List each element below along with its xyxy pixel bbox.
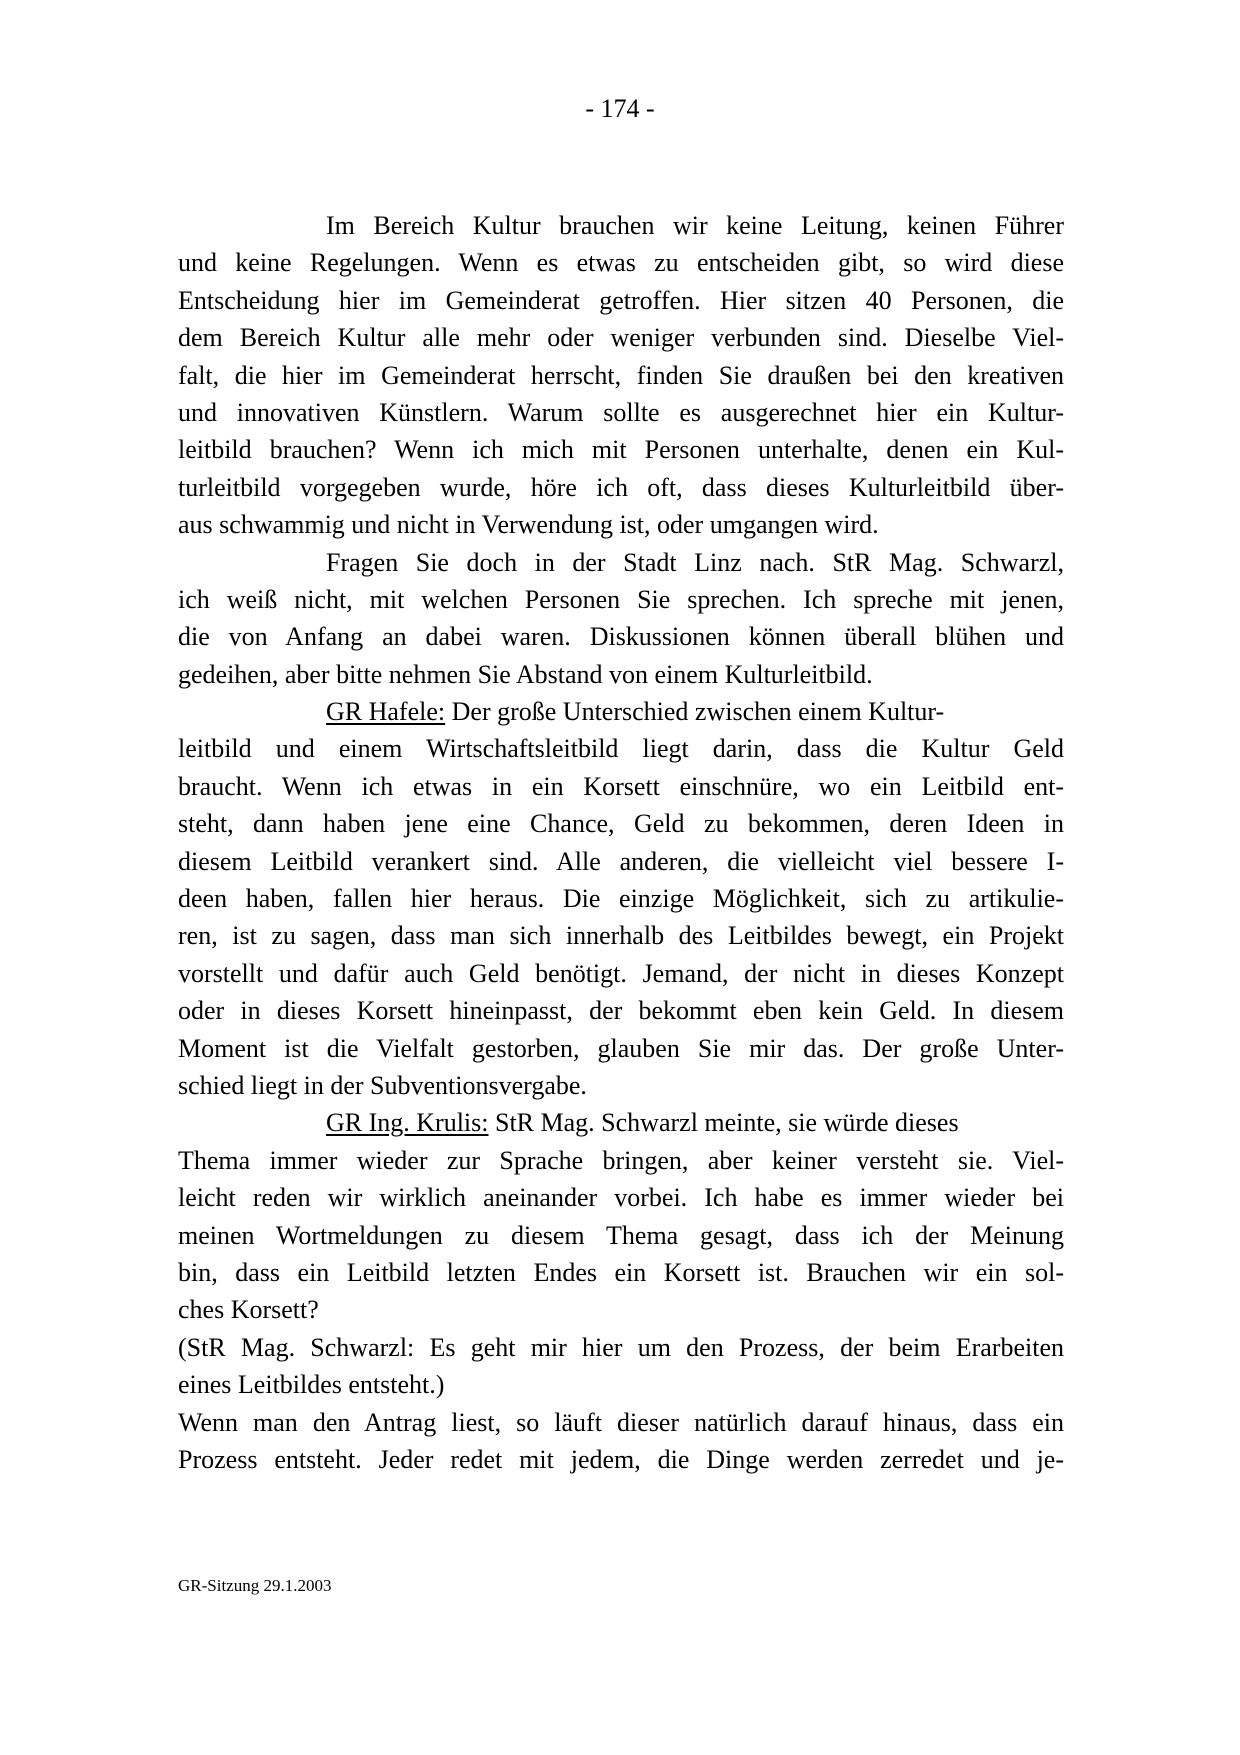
speaker-line-hafele [178, 693, 1064, 730]
footer-session-date: GR-Sitzung 29.1.2003 [178, 1576, 332, 1595]
text-line: steht, dann haben jene eine Chance, Geld zu bekommen, deren Ideen in [178, 809, 1064, 839]
text-line: Fragen Sie doch in der Stadt Linz nach. StR Mag. Schwarzl, [326, 547, 1064, 577]
speaker-text: StR Mag. Schwarzl meinte, sie würde dieses [488, 1108, 959, 1138]
text-line: ches Korsett? [178, 1295, 319, 1325]
text-line: dem Bereich Kultur alle mehr oder weniger verbunden sind. Dieselbe Viel- [178, 323, 1064, 353]
text-line: schied liegt in der Subventionsvergabe. [178, 1070, 587, 1100]
text-line: Wenn man den Antrag liest, so läuft dieser natürlich darauf hinaus, dass ein [178, 1407, 1064, 1437]
text-line: die von Anfang an dabei waren. Diskussionen können überall blühen und [178, 622, 1064, 652]
text-line: oder in dieses Korsett hineinpasst, der bekommt eben kein Geld. In diesem [178, 996, 1064, 1026]
text-line: Im Bereich Kultur brauchen wir keine Leitung, keinen Führer [326, 211, 1064, 240]
text-line: Moment ist die Vielfalt gestorben, glauben Sie mir das. Der große Unter- [178, 1033, 1064, 1063]
text-line: aus schwammig und nicht in Verwendung ist, oder umgangen wird. [178, 510, 879, 540]
text-line: Thema immer wieder zur Sprache bringen, aber keiner versteht sie. Viel- [178, 1145, 1064, 1175]
text-line: und innovativen Künstlern. Warum sollte es ausgerechnet hier ein Kultur- [178, 397, 1064, 427]
speaker-text: Der große Unterschied zwischen einem Kultur- [445, 697, 945, 727]
text-line: bin, dass ein Leitbild letzten Endes ein Korsett ist. Brauchen wir ein sol- [178, 1257, 1064, 1287]
text-line: diesem Leitbild verankert sind. Alle anderen, die vielleicht viel bessere I- [178, 846, 1064, 876]
body-text [178, 207, 1064, 1478]
speaker-name: GR Ing. Krulis: [326, 1108, 489, 1138]
speaker-name: GR Hafele: [326, 697, 446, 727]
page-number: - 174 - [585, 94, 655, 123]
text-line: meinen Wortmeldungen zu diesem Thema gesagt, dass ich der Meinung [178, 1220, 1064, 1250]
text-line: ren, ist zu sagen, dass man sich innerhalb des Leitbildes bewegt, ein Projekt [178, 921, 1064, 951]
text-line: gedeihen, aber bitte nehmen Sie Abstand von einem Kulturleitbild. [178, 659, 873, 689]
text-line: vorstellt und dafür auch Geld benötigt. Jemand, der nicht in dieses Konzept [178, 958, 1064, 988]
text-line: falt, die hier im Gemeinderat herrscht, finden Sie draußen bei den kreativen [178, 360, 1064, 390]
text-line: leicht reden wir wirklich aneinander vorbei. Ich habe es immer wieder bei [178, 1183, 1064, 1213]
text-line: ich weiß nicht, mit welchen Personen Sie sprechen. Ich spreche mit jenen, [178, 584, 1064, 614]
text-line: leitbild brauchen? Wenn ich mich mit Personen unterhalte, denen ein Kul- [178, 435, 1064, 465]
text-line: Prozess entsteht. Jeder redet mit jedem, die Dinge werden zerredet und je- [178, 1444, 1064, 1474]
interjection-line: (StR Mag. Schwarzl: Es geht mir hier um den Prozess, der beim Erarbeiten [178, 1332, 1064, 1362]
text-line: deen haben, fallen hier heraus. Die einzige Möglichkeit, sich zu artikulie- [178, 884, 1064, 914]
text-line: braucht. Wenn ich etwas in ein Korsett einschnüre, wo ein Leitbild ent- [178, 771, 1064, 801]
speaker-line-krulis [178, 1104, 1064, 1141]
text-line: leitbild und einem Wirtschaftsleitbild liegt darin, dass die Kultur Geld [178, 734, 1064, 764]
interjection-line: eines Leitbildes entsteht.) [178, 1370, 445, 1400]
text-line: Entscheidung hier im Gemeinderat getroffen. Hier sitzen 40 Personen, die [178, 285, 1064, 315]
text-line: und keine Regelungen. Wenn es etwas zu entscheiden gibt, so wird diese [178, 248, 1064, 278]
text-line: turleitbild vorgegeben wurde, höre ich oft, dass dieses Kulturleitbild über- [178, 472, 1064, 502]
